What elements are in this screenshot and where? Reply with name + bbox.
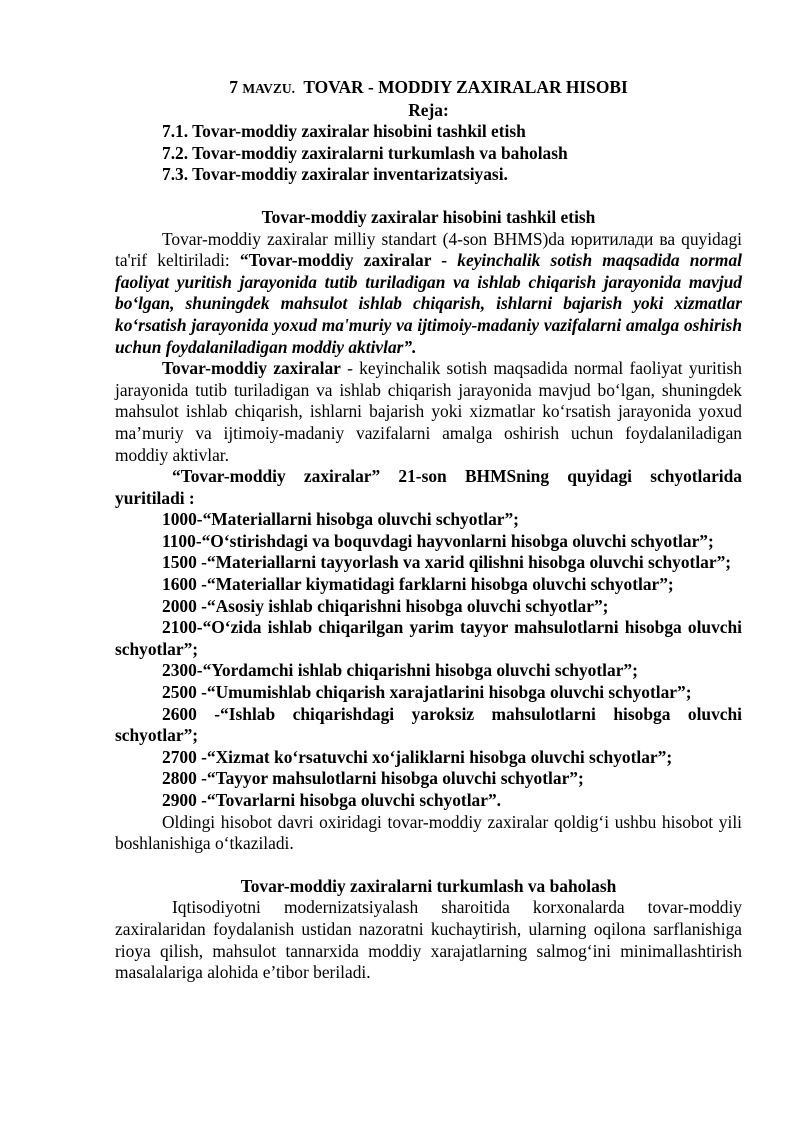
plan-item: 7.3. Tovar-moddiy zaxiralar inventarizatsiyasi. (162, 164, 508, 185)
document-page (115, 77, 742, 984)
topic-title: TOVAR - MODDIY ZAXIRALAR HISOBI (303, 77, 628, 97)
account-item: 2700 -“Xizmat ko‘rsatuvchi xo‘jaliklarni hisobga oluvchi schyotlar”; (162, 746, 673, 767)
page-title (115, 77, 742, 100)
accounts-intro: “Tovar-moddiy zaxiralar” 21-son BHMSning quyidagi schyotlarida yuritiladi : (115, 466, 742, 508)
account-item: 1000-“Materiallarni hisobga oluvchi schyotlar”; (162, 509, 519, 530)
account-item: 2500 -“Umumishlab chiqarish xarajatlarini hisobga oluvchi schyotlar”; (162, 682, 692, 703)
section-heading: Tovar-moddiy zaxiralar hisobini tashkil etish (261, 206, 596, 227)
account-item: 1500 -“Materiallarni tayyorlash va xarid qilishni hisobga oluvchi schyotlar”; (162, 552, 732, 573)
description-paragraph: Tovar-moddiy zaxiralar - keyinchalik sotish maqsadida normal faoliyat yuritish jarayonida tutib turiladigan va ishlab chiqarish jarayonida mavjud bo‘lgan, shuningdek mahsulot ishlab chiqarish, ishlarni bajarish yoki xizmatlar ko‘rsatish jarayonida yoxud ma’muriy va ijtimoiy-madaniy vazifalarni amalga oshirish uchun foydalaniladigan moddiy aktivlar. (115, 358, 742, 465)
account-item: 2000 -“Asosiy ishlab chiqarishni hisobga oluvchi schyotlar”; (162, 595, 609, 616)
account-item: 2300-“Yordamchi ishlab chiqarishni hisobga oluvchi schyotlar”; (162, 660, 638, 681)
classification-paragraph: Iqtisodiyotni modernizatsiyalash sharoitida korxonalarda tovar-moddiy zaxiralaridan foydalanish ustidan nazoratni kuchaytirish, ularning oqilona sarflanishiga rioya qilish, mahsulot tannarxida moddiy xarajatlarning salmog‘ini minimallashtirish masalalariga alohida e’tibor beriladi. (115, 897, 742, 983)
account-item: 1600 -“Materiallar kiymatidagi farklarni hisobga oluvchi schyotlar”; (162, 574, 674, 595)
plan-item: 7.1. Tovar-moddiy zaxiralar hisobini tashkil etish (162, 121, 526, 142)
definition-paragraph: Tovar-moddiy zaxiralar milliy standart (4-son BHMS)da юритилади ва quyidagi ta'rif keltiriladi: “Tovar-moddiy zaxiralar - keyinchalik sotish maqsadida normal faoliyat yuritish jarayonida tutib turiladigan va ishlab chiqarish jarayonida mavjud bo‘lgan, shuningdek mahsulot ishlab chiqarish, ishlarni bajarish yoki xizmatlar ko‘rsatish jarayonida yoxud ma'muriy va ijtimoiy-madaniy vazifalarni amalga oshirish uchun foydalaniladigan moddiy aktivlar”. (115, 228, 742, 357)
topic-label: MAVZU. (242, 81, 295, 96)
account-item: 1100-“O‘stirishdagi va boquvdagi hayvonlarni hisobga oluvchi schyotlar”; (162, 530, 714, 551)
topic-number: 7 (229, 77, 238, 97)
account-item: 2900 -“Tovarlarni hisobga oluvchi schyotlar”. (162, 790, 501, 810)
plan-item: 7.2. Tovar-moddiy zaxiralarni turkumlash va baholash (162, 142, 568, 163)
account-item: 2800 -“Tayyor mahsulotlarni hisobga oluvchi schyotlar”; (162, 768, 584, 789)
account-item: 2600 -“Ishlab chiqarishdagi yaroksiz mahsulotlarni hisobga oluvchi schyotlar”; (115, 703, 742, 746)
carryover-paragraph: Oldingi hisobot davri oxiridagi tovar-moddiy zaxiralar qoldig‘i ushbu hisobot yili boshlanishiga o‘tkaziladi. (115, 811, 742, 854)
plan-heading: Reja: (408, 99, 449, 120)
account-item: 2100-“O‘zida ishlab chiqarilgan yarim tayyor mahsulotlarni hisobga oluvchi schyotlar”; (115, 617, 742, 659)
section-heading: Tovar-moddiy zaxiralarni turkumlash va baholash (240, 875, 617, 896)
